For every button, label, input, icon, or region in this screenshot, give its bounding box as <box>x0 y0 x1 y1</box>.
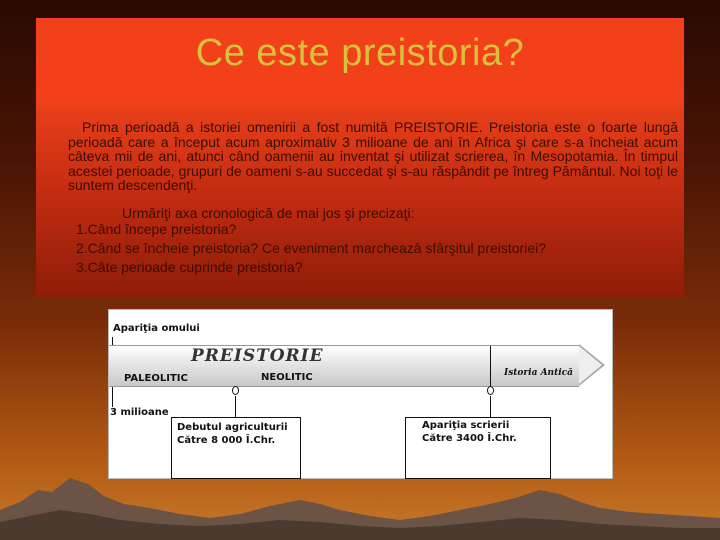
question-1: 1.Când începe preistoria? <box>76 221 237 237</box>
writing-divider-line <box>490 346 491 386</box>
writing-title: Apariţia scrierii <box>422 420 510 431</box>
agriculture-date: Către 8 000 Î.Chr. <box>177 435 276 446</box>
timeline-arrow-head-inner <box>579 346 602 384</box>
appearance-of-man-label: Apariţia omului <box>113 323 200 334</box>
intro-lead: Prima perioadă a istoriei omenirii a fost numită <box>82 119 395 135</box>
title-band <box>36 18 684 106</box>
neolithic-label: NEOLITIC <box>261 372 313 383</box>
intro-emphasis: PREISTORIE <box>394 119 479 135</box>
writing-marker <box>487 386 494 395</box>
agriculture-title: Debutul agriculturii <box>177 422 288 433</box>
intro-paragraph <box>68 120 678 193</box>
three-million-label: 3 milioane <box>110 407 169 418</box>
intro-rest: . Preistoria este o foarte lungă perioadă care a început acum aproximativ 3 milioane de ani în Africa şi care s-a încheiat acum câteva mii de ani, atunci când oamenii au inventat şi utilizat scrierea, în Mesopotamia. În timpul acestei perioade, grupuri de oameni s-au succedat şi s-au răspândit pe întreg Pământul. Noi toţi le suntem descendenţi. <box>68 119 678 193</box>
writing-date: Către 3400 Î.Chr. <box>422 433 517 444</box>
timeline-diagram <box>108 309 613 479</box>
instruction-text: Urmăriţi axa cronologică de mai jos şi precizaţi: <box>122 205 415 221</box>
text-block <box>36 106 684 298</box>
paleolithic-label: PALEOLITIC <box>124 373 188 384</box>
slide-title: Ce este preistoria? <box>195 32 525 74</box>
mountain-silhouette <box>0 470 720 540</box>
question-2: 2.Când se încheie preistoria? Ce eveniment marchează sfârşitul preistoriei? <box>76 240 547 256</box>
prehistory-axis-title: PREISTORIE <box>191 346 324 366</box>
question-3: 3.Câte perioade cuprinde preistoria? <box>76 259 303 275</box>
ancient-history-label: Istoria Antică <box>504 368 573 378</box>
agriculture-marker <box>232 386 239 395</box>
